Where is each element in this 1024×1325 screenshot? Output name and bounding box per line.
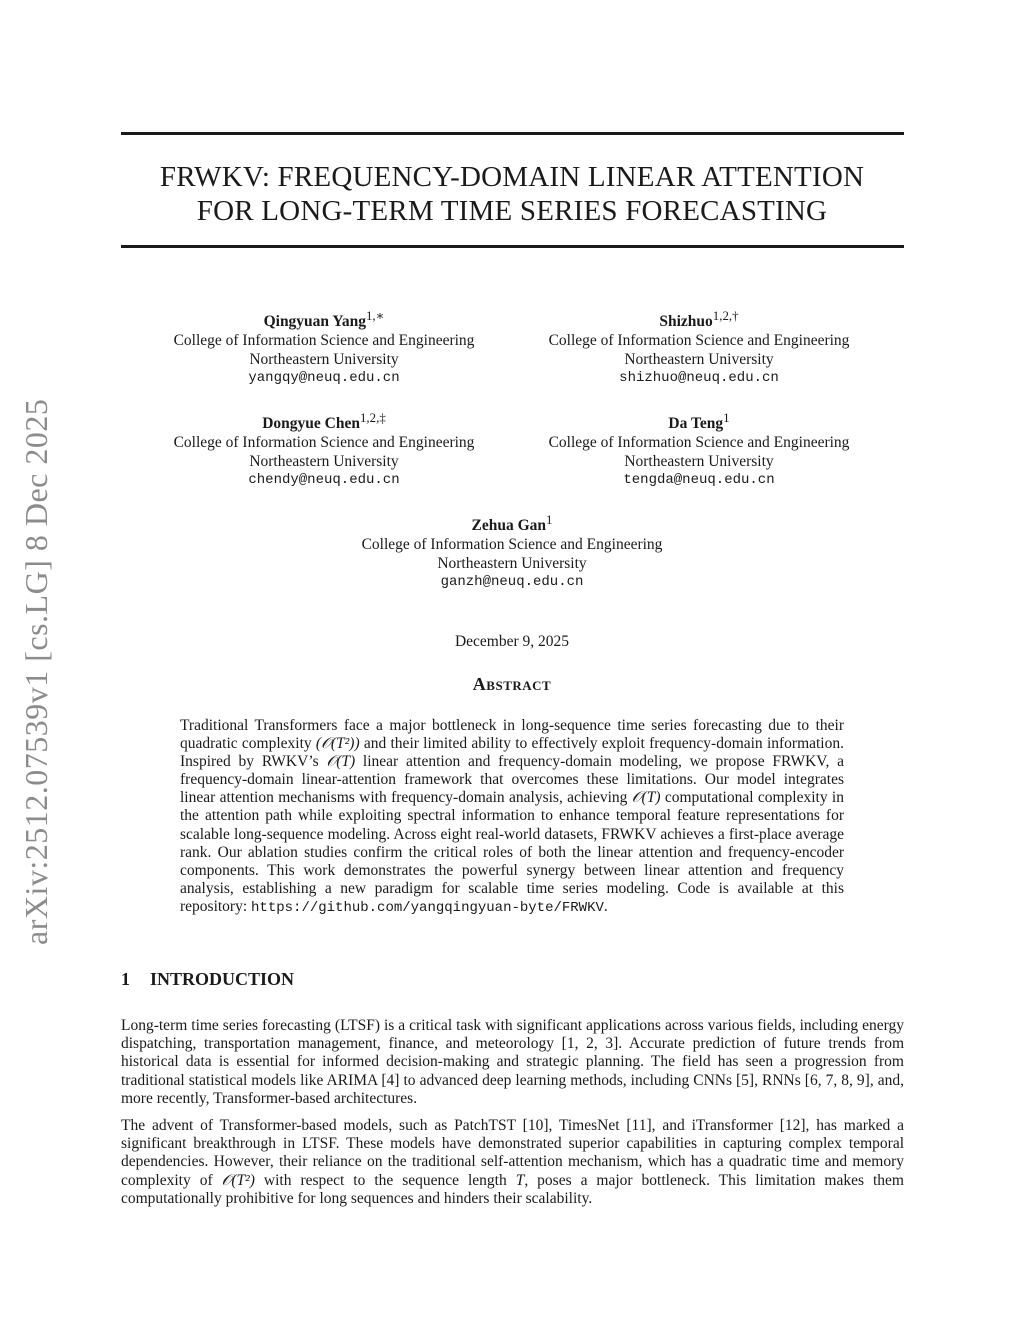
author-name: Da Teng (668, 415, 724, 433)
abstract-segment: and their limited ability to effectively exploit frequency-domain information. Inspired by RWKV’s (180, 735, 844, 771)
author-affiliation: College of Information Science and Engineering (173, 434, 475, 452)
author-affiliation: College of Information Science and Engineering (361, 536, 663, 554)
intro-paragraph-1: Long-term time series forecasting (LTSF) is a critical task with significant applications across various fields, including energy dispatching, transportation management, finance, and meteorology [1, 2, 3]. Accurate prediction of future trends from historical data is essential for informed decision-making and strategic planning. The field has seen a progression from traditional statistical models like ARIMA [4] to advanced deep learning methods, including CNNs [5], RNNs [6, 7, 8, 9], and, more recently, Transformer-based architectures. (121, 1017, 904, 1107)
abstract-text (180, 717, 844, 917)
author-marks: 1 (723, 410, 730, 425)
author-block-5 (332, 510, 692, 592)
intro-paragraph-2 (121, 1117, 904, 1208)
author-block-2 (519, 306, 879, 388)
author-block-3 (144, 408, 504, 490)
title-line-1: FRWKV: FREQUENCY-DOMAIN LINEAR ATTENTION (159, 161, 865, 193)
abstract-math: 𝒪(T) (326, 753, 356, 771)
author-affiliation: College of Information Science and Engineering (548, 434, 850, 452)
repository-link[interactable]: https://github.com/yangqingyuan-byte/FRWKV (251, 899, 604, 916)
author-affiliation: College of Information Science and Engineering (173, 332, 475, 350)
author-university: Northeastern University (624, 351, 774, 369)
paragraph-segment: with respect to the sequence length (254, 1171, 516, 1189)
paragraph-segment: The advent of Transformer-based models, such as PatchTST [10], TimesNet [11], and iTransformer [12], has marked a significant breakthrough in LTSF. These models have demonstrated superior capabilities in capturing complex temporal dependencies. However, their reliance on the traditional self-attention mechanism, which has a quadratic time and memory complexity of (121, 1117, 904, 1189)
author-marks: 1,∗ (365, 308, 385, 323)
author-marks: 1,2,† (712, 308, 739, 323)
section-heading-introduction (121, 969, 294, 990)
author-university: Northeastern University (624, 453, 774, 471)
author-name: Shizhuo (659, 313, 713, 331)
author-email[interactable]: chendy@neuq.edu.cn (248, 472, 400, 489)
author-email[interactable]: ganzh@neuq.edu.cn (440, 574, 584, 591)
title-rule-top (121, 132, 904, 135)
paragraph-segment: , poses a major bottleneck. This limitation makes them computationally prohibitive for long sequences and hinders their scalability. (121, 1171, 904, 1207)
title-rule-bottom (121, 245, 904, 248)
author-university: Northeastern University (437, 555, 587, 573)
author-email[interactable]: yangqy@neuq.edu.cn (248, 370, 400, 387)
author-block-1 (144, 306, 504, 388)
author-email[interactable]: shizhuo@neuq.edu.cn (619, 370, 779, 387)
paper-title (100, 160, 924, 228)
author-email[interactable]: tengda@neuq.edu.cn (623, 472, 775, 489)
author-university: Northeastern University (249, 453, 399, 471)
paragraph-math: T (515, 1171, 525, 1189)
author-university: Northeastern University (249, 351, 399, 369)
arxiv-identifier-stamp: arXiv:2512.07539v1 [cs.LG] 8 Dec 2025 (18, 398, 54, 945)
author-affiliation: College of Information Science and Engineering (548, 332, 850, 350)
author-marks: 1,2,‡ (359, 410, 386, 425)
abstract-segment: linear attention and frequency-domain modeling, we propose FRWKV, a frequency-domain linear-attention framework that overcomes these limitations. Our model integrates linear attention mechanisms with frequency-domain analysis, achieving (180, 753, 844, 807)
title-line-2: FOR LONG-TERM TIME SERIES FORECASTING (196, 195, 828, 227)
section-number: 1 (121, 969, 130, 989)
author-name: Zehua Gan (471, 517, 547, 535)
abstract-math: (𝒪(T²)) (315, 735, 360, 753)
abstract-segment: . (603, 897, 608, 915)
author-marks: 1 (546, 512, 553, 527)
abstract-segment: computational complexity in the attention path while exploiting spectral information to enhance temporal feature representations for scalable long-sequence modeling. Across eight real-world datasets, FRWKV achieves a first-place average rank. Our ablation studies confirm the critical roles of both the linear attention and frequency-encoder components. This work demonstrates the powerful synergy between linear attention and frequency analysis, establishing a new paradigm for scalable time series modeling. Code is available at this repository: (180, 789, 844, 915)
abstract-heading: Abstract (472, 674, 552, 694)
author-name: Dongyue Chen (262, 415, 360, 433)
publication-date: December 9, 2025 (454, 633, 570, 650)
author-name: Qingyuan Yang (263, 313, 366, 331)
abstract-segment: Traditional Transformers face a major bottleneck in long-sequence time series forecasting due to their quadratic complexity (180, 717, 844, 753)
abstract-math: 𝒪(T) (631, 789, 661, 807)
section-title: INTRODUCTION (150, 969, 295, 989)
paragraph-math: 𝒪(T²) (221, 1171, 255, 1189)
author-block-4 (519, 408, 879, 490)
